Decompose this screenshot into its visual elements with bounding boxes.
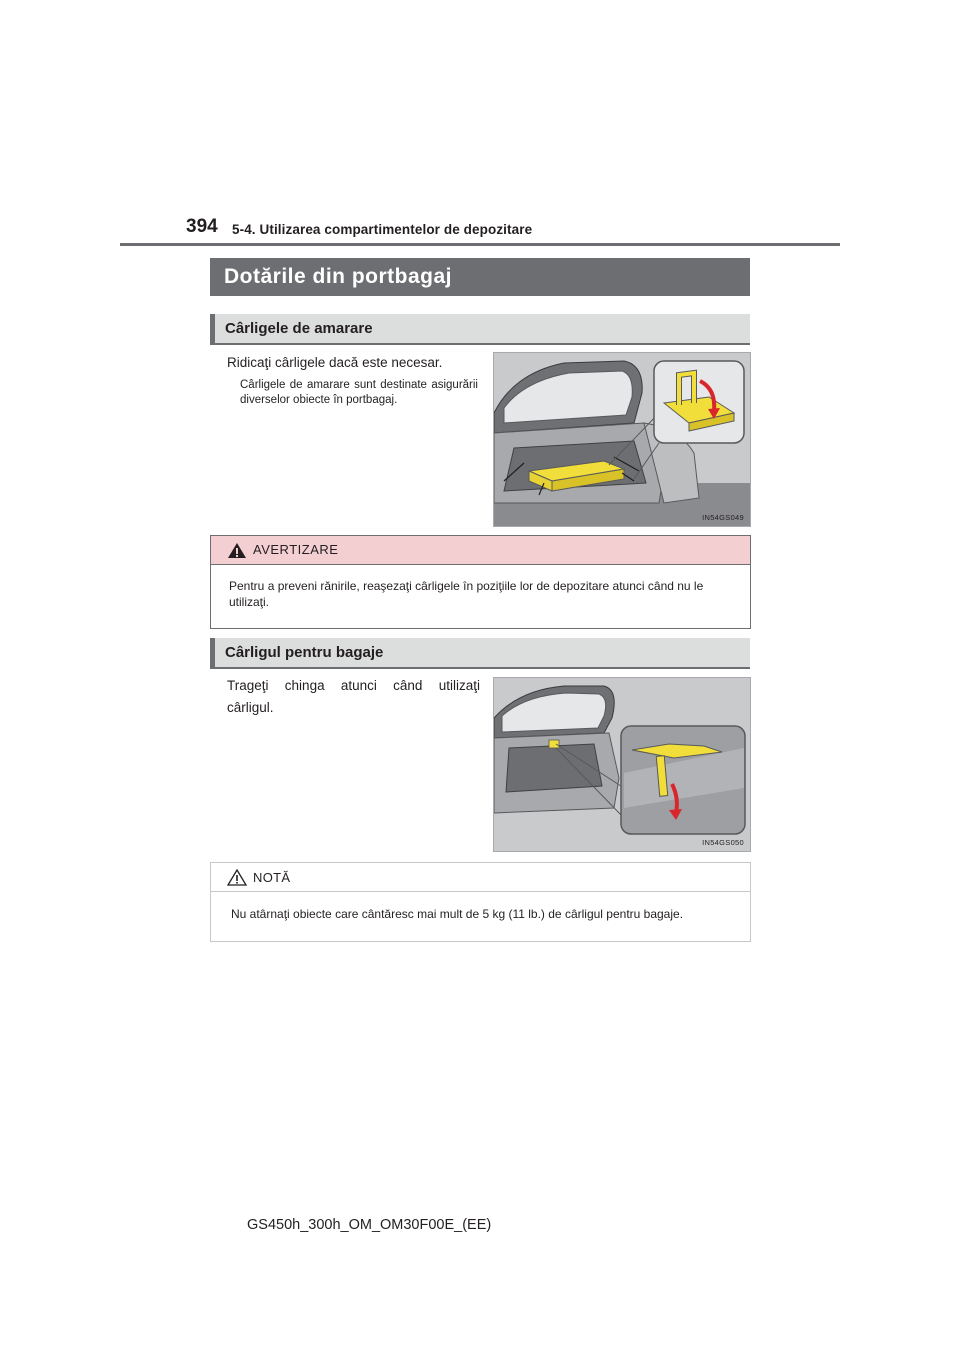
figure-code: IN54GS050: [702, 838, 744, 847]
grocery-hook-heading-text: Cârligul pentru bagaje: [225, 644, 384, 661]
notice-text: Nu atârnaţi obiecte care cântăresc mai mult de 5 kg (11 lb.) de cârligul pentru bagaje.: [231, 907, 684, 921]
warning-label: AVERTIZARE: [253, 542, 339, 557]
notice-box: [210, 862, 751, 942]
main-heading-text: Dotările din portbagaj: [224, 265, 453, 288]
grocery-hook-heading: [210, 638, 750, 669]
notice-header: [211, 863, 750, 892]
tie-down-hooks-heading: [210, 314, 750, 345]
running-header: 5-4. Utilizarea compartimentelor de depozitare: [232, 222, 533, 237]
grocery-hook-figure: [493, 677, 751, 852]
figure-code: IN54GS049: [702, 513, 744, 522]
caution-triangle-icon: [227, 869, 247, 886]
header-rule: [120, 243, 840, 246]
tie-down-instruction: Ridicaţi cârligele dacă este necesar.: [227, 355, 443, 370]
notice-label: NOTĂ: [253, 870, 291, 885]
grocery-hook-instruction: Trageţi chinga atunci când utilizaţi cârligul.: [227, 678, 480, 715]
footer-model-code: GS450h_300h_OM_OM30F00E_(EE): [247, 1217, 492, 1233]
warning-text: Pentru a preveni rănirile, reaşezaţi cârligele în poziţiile lor de depozitare atunci când nu le utilizaţi.: [229, 579, 704, 609]
warning-triangle-icon: [227, 542, 247, 559]
tie-down-hooks-figure: [493, 352, 751, 527]
tie-down-hooks-illustration: [494, 353, 750, 526]
tie-down-hooks-heading-text: Cârligele de amarare: [225, 320, 373, 337]
warning-header: [211, 536, 750, 565]
main-heading: [210, 258, 750, 296]
tie-down-note: Cârligele de amarare sunt destinate asigurării diverselor obiecte în portbagaj.: [240, 379, 478, 406]
grocery-hook-illustration: [494, 678, 750, 851]
warning-box: [210, 535, 751, 629]
page-number: 394: [186, 216, 218, 237]
